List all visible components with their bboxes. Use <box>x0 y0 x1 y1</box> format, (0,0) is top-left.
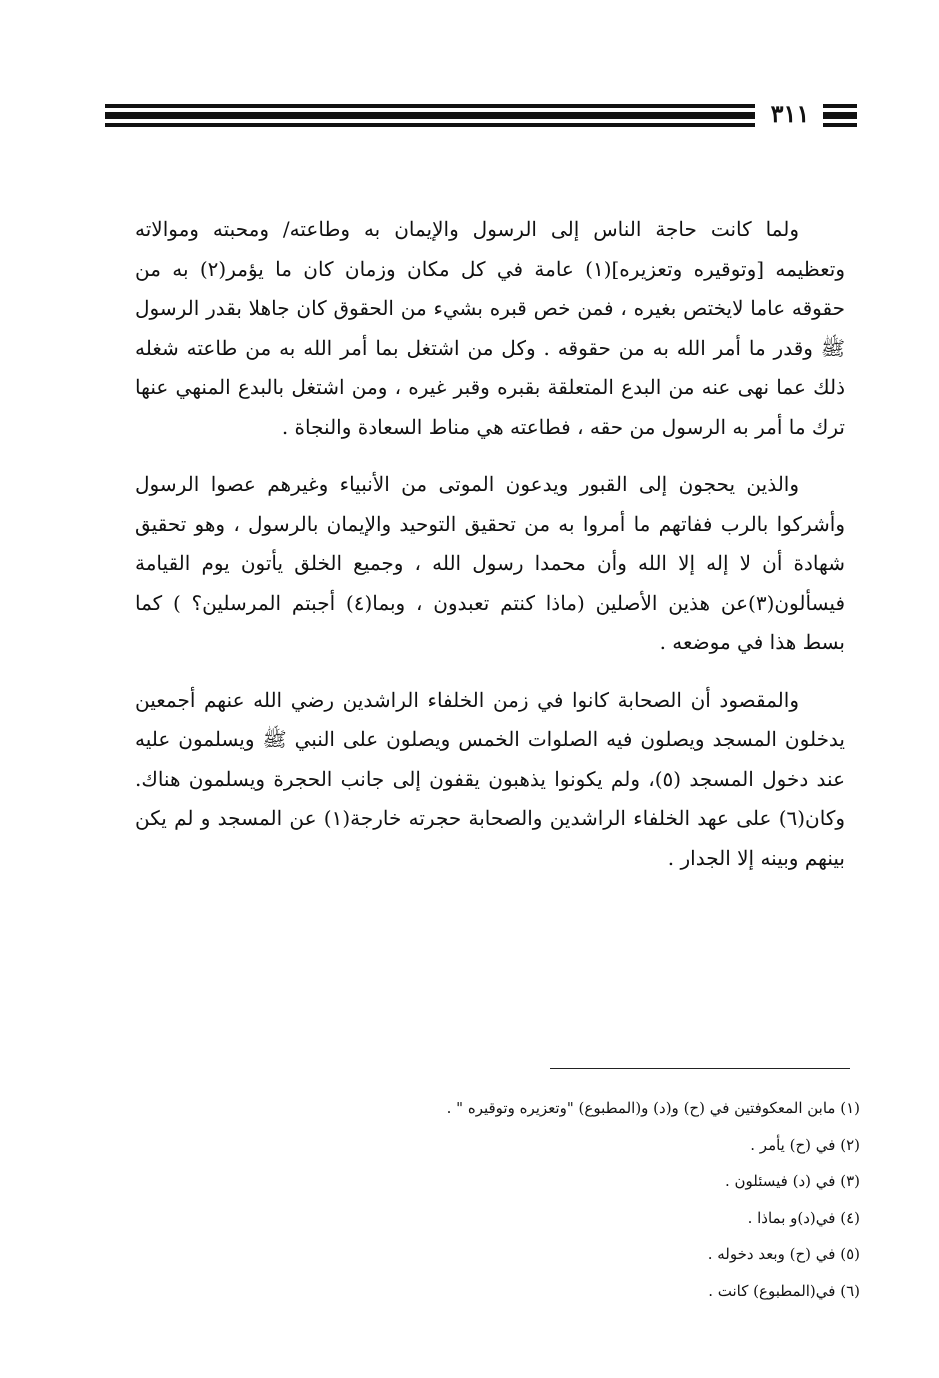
main-text <box>135 210 845 878</box>
paragraph-3: والمقصود أن الصحابة كانوا في زمن الخلفاء الراشدين رضي الله عنهم أجمعين يدخلون المسجد ويصلون فيه الصلوات الخمس ويصلون على النبي ﷺ ويسلمون عليه عند دخول المسجد (٥)، ولم يكونوا يذهبون يقفون إلى جانب الحجرة ويسلمون هناك. وكان(٦) على عهد الخلفاء الراشدين والصحابة حجرته خارجة(١) عن المسجد و لم يكن بينهم وبينه إلا الجدار . <box>135 687 846 870</box>
footnotes <box>300 1090 860 1309</box>
footnote-1: (١) مابن المعكوفتين في (ح) و(د) و(المطبوع) "وتعزيره وتوقيره " . <box>446 1099 860 1117</box>
page-header <box>105 101 857 131</box>
footnote-5: (٥) في (ح) وبعد دخوله . <box>707 1245 860 1263</box>
footnote-4: (٤) في(د)و بماذا . <box>747 1208 860 1227</box>
footnote-divider <box>550 1068 850 1069</box>
page-number: ٣١١ <box>770 99 810 128</box>
footnote-2: (٢) في (ح) يأمر . <box>750 1135 860 1154</box>
paragraph-1: ولما كانت حاجة الناس إلى الرسول والإيمان به وطاعته/ ومحبته وموالاته وتعظيمه [وتوقيره وتعزيره](١) عامة في كل مكان وزمان كان ما يؤمر(٢) به من حقوقه عاما لايختص بغيره ، فمن خص قبره بشيء من الحقوق كان جاهلا بقدر الرسول ﷺ وقدر ما أمر الله به من حقوقه . وكل من اشتغل بما أمر الله به من طاعته شغله ذلك عما نهى عنه من البدع المتعلقة بقبره وقبر غيره ، ومن اشتغل بالبدع المنهي عنها ترك ما أمر به الرسول من حقه ، فطاعته هي مناط السعادة والنجاة . <box>135 217 845 439</box>
paragraph-2: والذين يحجون إلى القبور ويدعون الموتى من الأنبياء وغيرهم عصوا الرسول وأشركوا بالرب ففاتهم ما أمروا به من تحقيق التوحيد والإيمان بالرسول ، وهو تحقيق شهادة أن لا إله إلا الله وأن محمدا رسول الله ، وجميع الخلق يأتون يوم القيامة فيسألون(٣)عن هذين الأصلين (ماذا كنتم تعبدون ، وبما(٤) أجبتم المرسلين؟ ) كما بسط هذا في موضعه . <box>135 472 846 654</box>
header-rule-right <box>823 101 857 131</box>
footnote-6: (٦) في(المطبوع) كانت . <box>708 1281 860 1300</box>
header-rule-left <box>105 101 755 131</box>
footnote-3: (٣) في (د) فيسئلون . <box>724 1172 860 1190</box>
